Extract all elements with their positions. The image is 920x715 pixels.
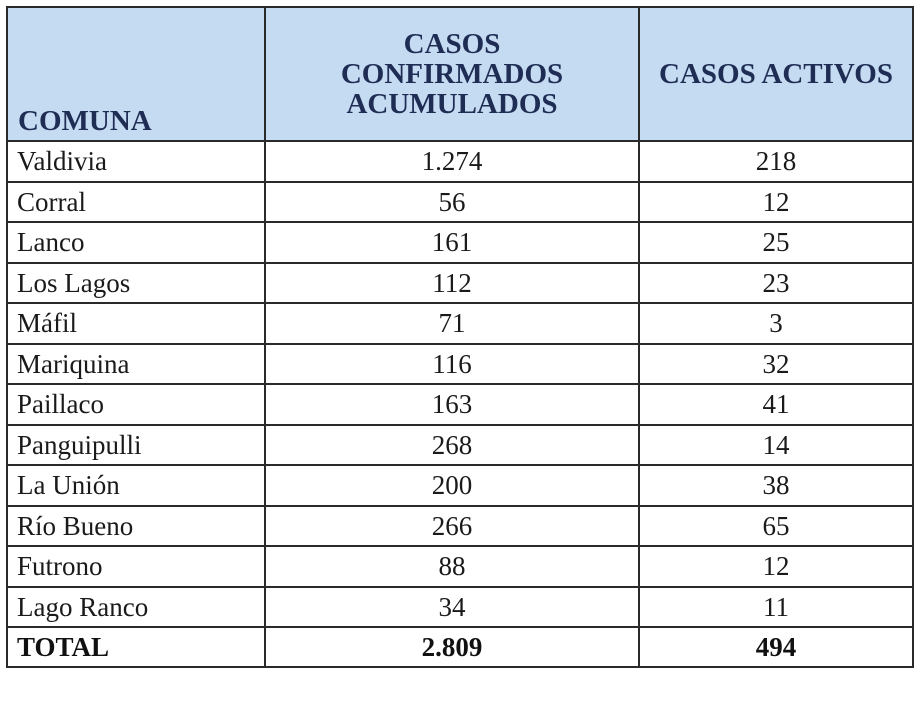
cell-activos: 23	[639, 263, 913, 304]
cases-table	[6, 6, 914, 668]
cell-comuna: Los Lagos	[7, 263, 265, 304]
cell-comuna: Valdivia	[7, 141, 265, 182]
cell-confirmados: 268	[265, 425, 639, 466]
header-confirmados-line-2: CONFIRMADOS	[340, 58, 564, 90]
cell-confirmados: 88	[265, 546, 639, 587]
cell-comuna: Río Bueno	[7, 506, 265, 547]
cell-confirmados: 200	[265, 465, 639, 506]
cell-activos: 25	[639, 222, 913, 263]
table-row	[7, 182, 913, 223]
cell-confirmados: 1.274	[265, 141, 639, 182]
cases-table-container	[6, 6, 914, 668]
table-row	[7, 546, 913, 587]
table-header	[7, 7, 913, 141]
cell-comuna: La Unión	[7, 465, 265, 506]
cell-comuna: Futrono	[7, 546, 265, 587]
cell-comuna: Paillaco	[7, 384, 265, 425]
table-row	[7, 384, 913, 425]
cell-confirmados: 71	[265, 303, 639, 344]
header-confirmados-line-3: ACUMULADOS	[346, 88, 558, 120]
cell-comuna: Mariquina	[7, 344, 265, 385]
table-row	[7, 263, 913, 304]
table-row	[7, 587, 913, 628]
total-confirmados: 2.809	[265, 627, 639, 667]
cell-comuna: Panguipulli	[7, 425, 265, 466]
cell-comuna: Lago Ranco	[7, 587, 265, 628]
cell-comuna: Lanco	[7, 222, 265, 263]
cell-comuna: Corral	[7, 182, 265, 223]
cell-activos: 218	[639, 141, 913, 182]
cell-activos: 3	[639, 303, 913, 344]
cell-activos: 41	[639, 384, 913, 425]
table-row	[7, 222, 913, 263]
cell-activos: 65	[639, 506, 913, 547]
cell-confirmados: 161	[265, 222, 639, 263]
header-row	[7, 7, 913, 141]
cell-confirmados: 116	[265, 344, 639, 385]
header-comuna: COMUNA	[7, 7, 265, 141]
total-activos: 494	[639, 627, 913, 667]
cell-activos: 12	[639, 182, 913, 223]
table-row	[7, 506, 913, 547]
total-label: TOTAL	[7, 627, 265, 667]
table-row	[7, 425, 913, 466]
cell-confirmados: 112	[265, 263, 639, 304]
table-row	[7, 344, 913, 385]
table-footer	[7, 627, 913, 667]
cell-confirmados: 266	[265, 506, 639, 547]
cell-activos: 38	[639, 465, 913, 506]
cell-activos: 32	[639, 344, 913, 385]
header-confirmados	[265, 7, 639, 141]
table-row	[7, 303, 913, 344]
header-confirmados-line-1: CASOS	[403, 28, 501, 60]
cell-confirmados: 163	[265, 384, 639, 425]
cell-activos: 12	[639, 546, 913, 587]
cell-activos: 14	[639, 425, 913, 466]
cell-comuna: Máfil	[7, 303, 265, 344]
table-row	[7, 465, 913, 506]
cell-activos: 11	[639, 587, 913, 628]
cell-confirmados: 34	[265, 587, 639, 628]
table-body	[7, 141, 913, 627]
header-activos: CASOS ACTIVOS	[639, 7, 913, 141]
table-row	[7, 141, 913, 182]
cell-confirmados: 56	[265, 182, 639, 223]
total-row	[7, 627, 913, 667]
